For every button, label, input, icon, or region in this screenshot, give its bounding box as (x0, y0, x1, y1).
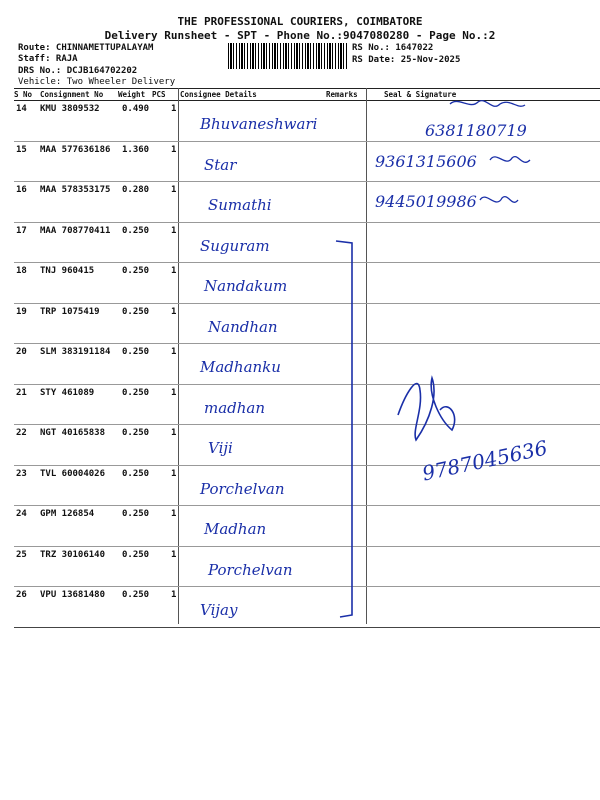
row-consignee-name: Bhuvaneshwari (200, 115, 318, 133)
row-pcs: 1 (171, 306, 177, 317)
col-sno: S No (14, 90, 33, 99)
staff-label: Staff: RAJA (18, 54, 78, 64)
row-weight: 0.250 (122, 266, 150, 276)
row-consignee-name: Vijay (200, 601, 238, 619)
row-sno: 24 (16, 509, 27, 519)
row-weight: 0.250 (122, 428, 150, 438)
col-consignee: Consignee Details (180, 90, 257, 99)
row-consignee-name: Star (204, 155, 237, 174)
row-consignee-name: Sumathi (208, 196, 272, 214)
row-pcs: 1 (171, 428, 177, 438)
row-weight: 0.250 (122, 590, 150, 600)
row-consignment-no: VPU 13681480 (40, 590, 106, 600)
signature-row-15 (490, 157, 530, 163)
row-consignee-name: Suguram (200, 236, 270, 255)
row-consignee-name: Porchelvan (208, 560, 293, 579)
drs-label: DRS No.: DCJB164702202 (18, 66, 138, 76)
row-weight: 0.280 (122, 185, 150, 195)
bracket-mark (336, 241, 352, 617)
row-pcs: 1 (171, 590, 177, 600)
rs-number: RS No.: 1647022 (352, 43, 434, 53)
company-title: THE PROFESSIONAL COURIERS, COIMBATORE (177, 15, 423, 28)
row-weight: 0.250 (122, 347, 150, 357)
row-pcs: 1 (171, 549, 177, 560)
col-weight: Weight (118, 90, 146, 99)
row-consignment-no: NGT 40165838 (40, 428, 106, 438)
vehicle-label: Vehicle: Two Wheeler Delivery (18, 77, 176, 87)
row-pcs: 1 (171, 509, 177, 519)
row-consignee-name: Nandakum (204, 277, 288, 295)
row-consignee-name: Porchelvan (200, 479, 285, 498)
row-pcs: 1 (171, 225, 177, 236)
bulk-phone-number: 9787045636 (420, 435, 550, 486)
row-pcs: 1 (171, 468, 177, 479)
row-consignment-no: TRZ 30106140 (40, 549, 106, 560)
row-weight: 0.250 (122, 549, 150, 560)
row-sno: 15 (16, 144, 27, 155)
bulk-signature (398, 378, 455, 440)
row-pcs: 1 (171, 104, 177, 114)
row-weight: 0.250 (122, 306, 150, 317)
row-seal-phone: 9445019986 (375, 192, 477, 211)
row-sno: 25 (16, 549, 27, 560)
row-consignment-no: MAA 708770411 (40, 225, 111, 236)
row-weight: 0.250 (122, 468, 150, 479)
row-sno: 23 (16, 468, 27, 479)
route-label: Route: CHINNAMETTUPALAYAM (18, 43, 154, 53)
signature-row-16 (480, 197, 518, 203)
row-pcs: 1 (171, 144, 177, 155)
row-sno: 21 (16, 387, 27, 398)
signature-row-14 (450, 101, 525, 107)
row-sno: 19 (16, 306, 27, 317)
row-consignment-no: STY 461089 (40, 387, 95, 398)
row-weight: 0.250 (122, 509, 150, 519)
row-consignment-no: MAA 578353175 (40, 185, 111, 195)
row-consignment-no: GPM 126854 (40, 509, 95, 519)
row-pcs: 1 (171, 347, 177, 357)
row-consignment-no: SLM 383191184 (40, 347, 111, 357)
row-consignee-name: Madhanku (200, 358, 281, 376)
col-consignment: Consignment No (40, 90, 104, 99)
col-pcs: PCS (152, 90, 166, 99)
row-consignment-no: TVL 60004026 (40, 468, 106, 479)
row-consignee-name: Viji (208, 439, 233, 457)
row-pcs: 1 (171, 387, 177, 398)
col-remarks: Remarks (326, 90, 358, 99)
row-pcs: 1 (171, 266, 177, 276)
row-weight: 1.360 (122, 144, 150, 155)
runsheet-subtitle: Delivery Runsheet - SPT - Phone No.:9047080280 - Page No.:2 (104, 29, 496, 42)
row-sno: 22 (16, 428, 27, 438)
row-sno: 16 (16, 185, 27, 195)
row-pcs: 1 (171, 185, 177, 195)
rs-date: RS Date: 25-Nov-2025 (352, 55, 461, 65)
row-sno: 18 (16, 266, 27, 276)
row-consignment-no: KMU 3809532 (40, 104, 100, 114)
row-weight: 0.490 (122, 104, 150, 114)
col-seal: Seal & Signature (384, 90, 457, 99)
row-sno: 17 (16, 225, 27, 236)
row-seal-phone: 6381180719 (425, 121, 527, 140)
row-sno: 26 (16, 590, 27, 600)
row-consignment-no: MAA 577636186 (40, 144, 111, 155)
row-seal-phone: 9361315606 (375, 151, 477, 171)
row-consignee-name: Nandhan (208, 317, 278, 336)
row-weight: 0.250 (122, 387, 150, 398)
row-consignment-no: TRP 1075419 (40, 306, 100, 317)
row-weight: 0.250 (122, 225, 150, 236)
row-consignee-name: Madhan (204, 520, 267, 538)
row-sno: 20 (16, 347, 27, 357)
row-consignee-name: madhan (204, 398, 266, 417)
row-consignment-no: TNJ 960415 (40, 266, 95, 276)
row-sno: 14 (16, 104, 27, 114)
